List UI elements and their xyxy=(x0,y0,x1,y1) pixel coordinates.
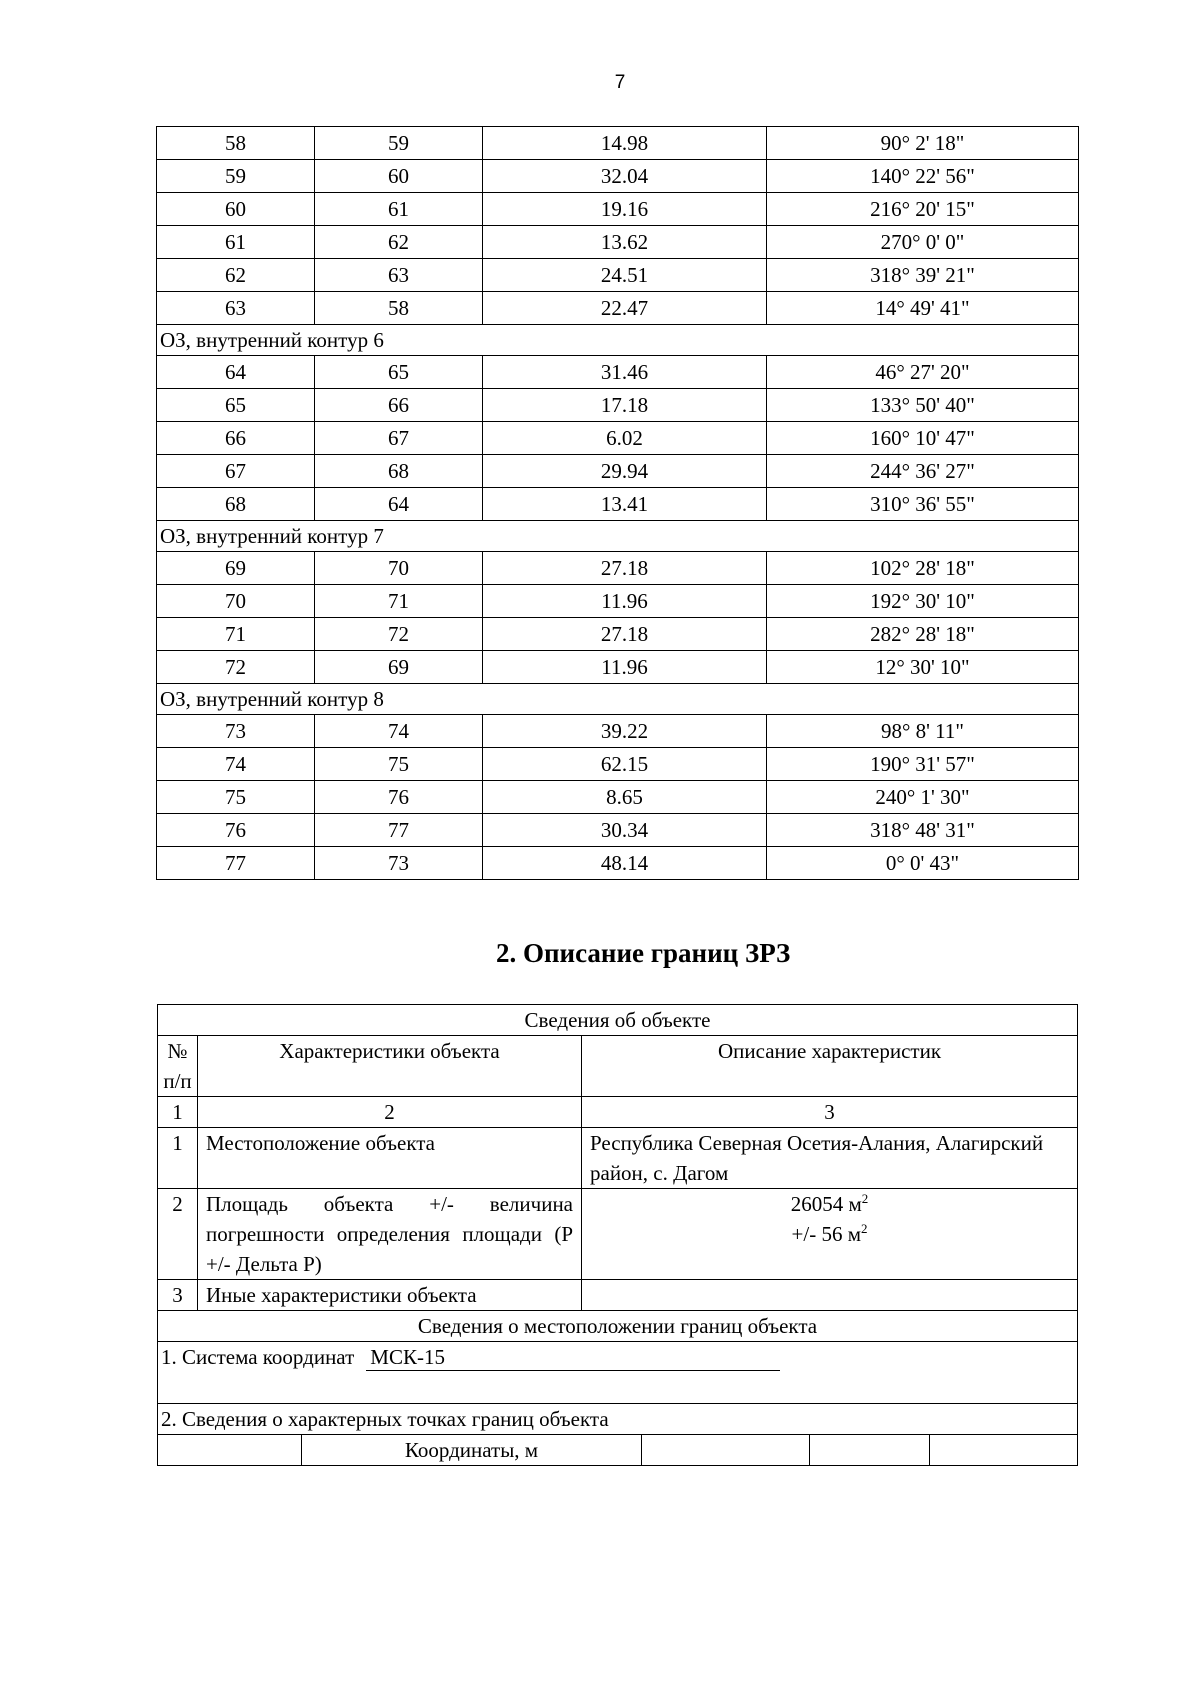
table-row xyxy=(157,356,1079,389)
row-number: 3 xyxy=(158,1280,198,1311)
length-cell: 11.96 xyxy=(483,651,767,684)
description-location: Республика Северная Осетия-Алания, Алагирский район, с. Дагом xyxy=(582,1128,1078,1189)
end-point-cell: 61 xyxy=(315,193,483,226)
start-point-cell: 76 xyxy=(157,814,315,847)
bearing-cell: 102° 28' 18" xyxy=(767,552,1079,585)
bearing-cell: 318° 48' 31" xyxy=(767,814,1079,847)
area-tolerance: +/- 56 м xyxy=(791,1222,861,1246)
end-point-cell: 62 xyxy=(315,226,483,259)
end-point-cell: 77 xyxy=(315,814,483,847)
end-point-cell: 69 xyxy=(315,651,483,684)
coordinate-system-row xyxy=(158,1342,1078,1404)
table-row xyxy=(157,488,1079,521)
length-cell: 27.18 xyxy=(483,618,767,651)
end-point-cell: 70 xyxy=(315,552,483,585)
table-row xyxy=(157,748,1079,781)
coords-empty-cell xyxy=(930,1435,1078,1466)
page-number: 7 xyxy=(614,72,626,93)
end-point-cell: 76 xyxy=(315,781,483,814)
bearing-cell: 14° 49' 41" xyxy=(767,292,1079,325)
start-point-cell: 73 xyxy=(157,715,315,748)
length-cell: 6.02 xyxy=(483,422,767,455)
contour-group-row xyxy=(157,521,1079,552)
end-point-cell: 60 xyxy=(315,160,483,193)
contour-label: ОЗ, внутренний контур 6 xyxy=(157,325,1079,356)
contour-group-row xyxy=(157,684,1079,715)
bearing-cell: 46° 27' 20" xyxy=(767,356,1079,389)
object-info-table xyxy=(157,1004,1078,1466)
index-cell: 1 xyxy=(158,1097,198,1128)
table-row xyxy=(157,422,1079,455)
area-value: 26054 м xyxy=(790,1192,862,1216)
row-number: 1 xyxy=(158,1128,198,1189)
contour-label: ОЗ, внутренний контур 8 xyxy=(157,684,1079,715)
start-point-cell: 62 xyxy=(157,259,315,292)
coords-empty-cell xyxy=(810,1435,930,1466)
start-point-cell: 64 xyxy=(157,356,315,389)
length-cell: 29.94 xyxy=(483,455,767,488)
bearing-cell: 310° 36' 55" xyxy=(767,488,1079,521)
start-point-cell: 66 xyxy=(157,422,315,455)
bearing-cell: 192° 30' 10" xyxy=(767,585,1079,618)
start-point-cell: 69 xyxy=(157,552,315,585)
table-row xyxy=(157,127,1079,160)
coords-empty-cell xyxy=(158,1435,302,1466)
bearing-cell: 216° 20' 15" xyxy=(767,193,1079,226)
end-point-cell: 59 xyxy=(315,127,483,160)
end-point-cell: 63 xyxy=(315,259,483,292)
segments-table xyxy=(156,126,1079,880)
table-row xyxy=(157,259,1079,292)
start-point-cell: 67 xyxy=(157,455,315,488)
bearing-cell: 240° 1' 30" xyxy=(767,781,1079,814)
end-point-cell: 72 xyxy=(315,618,483,651)
length-cell: 24.51 xyxy=(483,259,767,292)
description-other xyxy=(582,1280,1078,1311)
table-row xyxy=(157,552,1079,585)
bearing-cell: 12° 30' 10" xyxy=(767,651,1079,684)
bearing-cell: 318° 39' 21" xyxy=(767,259,1079,292)
end-point-cell: 74 xyxy=(315,715,483,748)
table-row xyxy=(157,847,1079,880)
characteristic-area: Площадь объекта +/- величина погрешности определения площади (Р +/- Дельта Р) xyxy=(198,1189,582,1280)
location-header: Сведения о местоположении границ объекта xyxy=(158,1311,1078,1342)
section-title: 2. Описание границ ЗРЗ xyxy=(496,938,791,968)
length-cell: 27.18 xyxy=(483,552,767,585)
tolerance-unit-exponent: 2 xyxy=(861,1221,868,1236)
bearing-cell: 190° 31' 57" xyxy=(767,748,1079,781)
bearing-cell: 133° 50' 40" xyxy=(767,389,1079,422)
length-cell: 13.41 xyxy=(483,488,767,521)
coordinate-system-value: МСК-15 xyxy=(366,1344,780,1371)
end-point-cell: 58 xyxy=(315,292,483,325)
table-row xyxy=(157,389,1079,422)
table-row xyxy=(157,455,1079,488)
table-row xyxy=(157,226,1079,259)
index-cell: 2 xyxy=(198,1097,582,1128)
length-cell: 22.47 xyxy=(483,292,767,325)
length-cell: 11.96 xyxy=(483,585,767,618)
characteristic-other: Иные характеристики объекта xyxy=(198,1280,582,1311)
end-point-cell: 67 xyxy=(315,422,483,455)
points-label: 2. Сведения о характерных точках границ объекта xyxy=(158,1404,1078,1435)
length-cell: 30.34 xyxy=(483,814,767,847)
table-row xyxy=(157,781,1079,814)
col-description-header: Описание характеристик xyxy=(582,1036,1078,1097)
length-cell: 62.15 xyxy=(483,748,767,781)
length-cell: 14.98 xyxy=(483,127,767,160)
table-row xyxy=(157,585,1079,618)
table-row xyxy=(157,160,1079,193)
start-point-cell: 58 xyxy=(157,127,315,160)
end-point-cell: 71 xyxy=(315,585,483,618)
bearing-cell: 244° 36' 27" xyxy=(767,455,1079,488)
index-cell: 3 xyxy=(582,1097,1078,1128)
length-cell: 13.62 xyxy=(483,226,767,259)
coordinates-header: Координаты, м xyxy=(302,1435,642,1466)
table-row xyxy=(157,193,1079,226)
length-cell: 48.14 xyxy=(483,847,767,880)
end-point-cell: 73 xyxy=(315,847,483,880)
length-cell: 17.18 xyxy=(483,389,767,422)
coordinate-system-label: 1. Система координат xyxy=(161,1345,355,1369)
contour-group-row xyxy=(157,325,1079,356)
contour-label: ОЗ, внутренний контур 7 xyxy=(157,521,1079,552)
object-info-header: Сведения об объекте xyxy=(158,1005,1078,1036)
end-point-cell: 66 xyxy=(315,389,483,422)
end-point-cell: 65 xyxy=(315,356,483,389)
table-row xyxy=(157,292,1079,325)
start-point-cell: 72 xyxy=(157,651,315,684)
row-number: 2 xyxy=(158,1189,198,1280)
description-area xyxy=(582,1189,1078,1280)
col-characteristics-header: Характеристики объекта xyxy=(198,1036,582,1097)
bearing-cell: 98° 8' 11" xyxy=(767,715,1079,748)
bearing-cell: 270° 0' 0" xyxy=(767,226,1079,259)
end-point-cell: 64 xyxy=(315,488,483,521)
start-point-cell: 74 xyxy=(157,748,315,781)
table-row xyxy=(157,715,1079,748)
bearing-cell: 140° 22' 56" xyxy=(767,160,1079,193)
bearing-cell: 90° 2' 18" xyxy=(767,127,1079,160)
start-point-cell: 70 xyxy=(157,585,315,618)
coords-empty-cell xyxy=(642,1435,810,1466)
length-cell: 31.46 xyxy=(483,356,767,389)
area-unit-exponent: 2 xyxy=(861,1191,869,1206)
start-point-cell: 75 xyxy=(157,781,315,814)
length-cell: 8.65 xyxy=(483,781,767,814)
table-row xyxy=(157,651,1079,684)
bearing-cell: 0° 0' 43" xyxy=(767,847,1079,880)
start-point-cell: 60 xyxy=(157,193,315,226)
length-cell: 39.22 xyxy=(483,715,767,748)
start-point-cell: 68 xyxy=(157,488,315,521)
start-point-cell: 63 xyxy=(157,292,315,325)
col-number-header: № п/п xyxy=(158,1036,198,1097)
bearing-cell: 160° 10' 47" xyxy=(767,422,1079,455)
bearing-cell: 282° 28' 18" xyxy=(767,618,1079,651)
table-row xyxy=(157,814,1079,847)
length-cell: 19.16 xyxy=(483,193,767,226)
length-cell: 32.04 xyxy=(483,160,767,193)
end-point-cell: 68 xyxy=(315,455,483,488)
start-point-cell: 65 xyxy=(157,389,315,422)
table-row xyxy=(157,618,1079,651)
start-point-cell: 71 xyxy=(157,618,315,651)
start-point-cell: 59 xyxy=(157,160,315,193)
start-point-cell: 61 xyxy=(157,226,315,259)
start-point-cell: 77 xyxy=(157,847,315,880)
end-point-cell: 75 xyxy=(315,748,483,781)
characteristic-location: Местоположение объекта xyxy=(198,1128,582,1189)
